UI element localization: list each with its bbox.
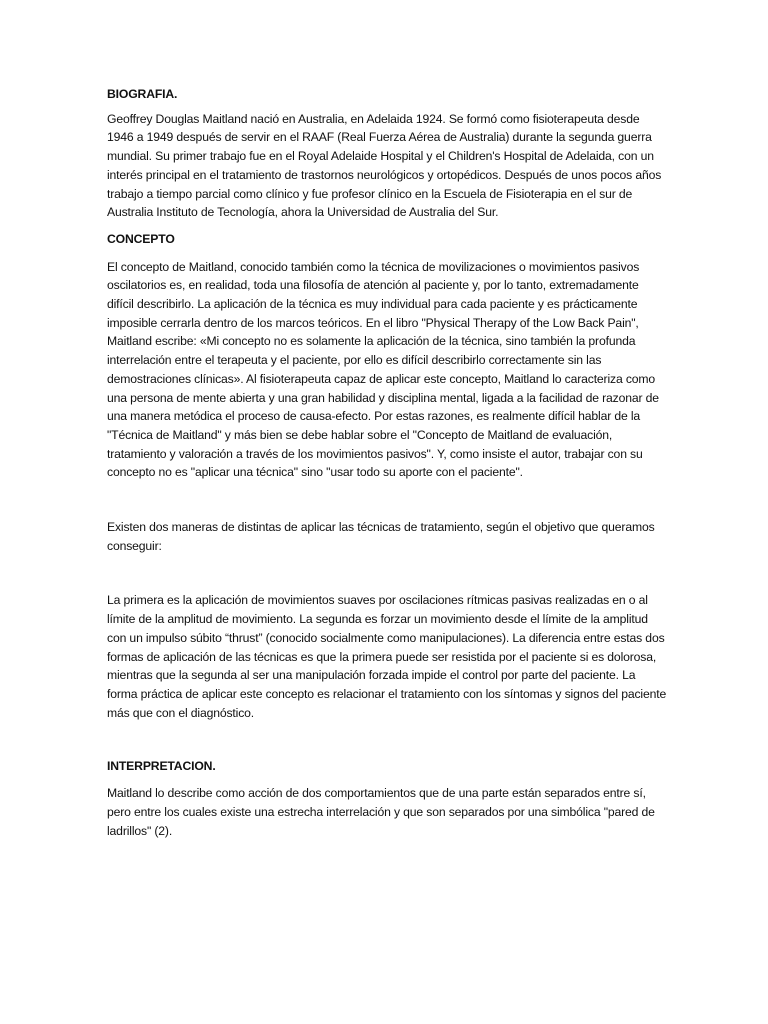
biografia-heading: BIOGRAFIA.	[107, 87, 178, 101]
document-page	[107, 85, 667, 840]
interpretacion-heading: INTERPRETACION.	[107, 759, 216, 774]
concepto-heading: CONCEPTO	[107, 231, 175, 246]
tecnicas-intro-paragraph: Existen dos maneras de distintas de aplicar las técnicas de tratamiento, según el objetivo que queramos conseguir:	[107, 520, 655, 553]
tecnicas-detail-paragraph: La primera es la aplicación de movimientos suaves por oscilaciones rítmicas pasivas realizadas en o al límite de la amplitud de movimiento. La segunda es forzar un movimiento desde el límite de la amplitud con un impulso súbito “thrust” (conocido socialmente como manipulaciones). La diferencia entre estas dos formas de aplicación de las técnicas es que la primera puede ser resistida por el paciente si es dolorosa, mientras que la segunda al ser una manipulación forzada impide el control por parte del paciente. La forma práctica de aplicar este concepto es relacionar el tratamiento con los síntomas y signos del paciente más que con el diagnóstico.	[107, 593, 667, 720]
interpretacion-paragraph: Maitland lo describe como acción de dos comportamientos que de una parte están separados entre sí, pero entre los cuales existe una estrecha interrelación y que son separados por una simbólica "pared de ladrillos" (2).	[107, 786, 655, 838]
biografia-paragraph: Geoffrey Douglas Maitland nació en Australia, en Adelaida 1924. Se formó como fisioterapeuta desde 1946 a 1949 después de servir en el RAAF (Real Fuerza Aérea de Australia) durante la segunda guerra mundial. Su primer trabajo fue en el Royal Adelaide Hospital y el Children's Hospital de Adelaida, con un interés principal en el tratamiento de trastornos neurológicos y ortopédicos. Después de unos pocos años trabajo a tiempo parcial como clínico y fue profesor clínico en la Escuela de Fisioterapia en el sur de Australia Instituto de Tecnología, ahora la Universidad de Australia del Sur.	[107, 111, 662, 220]
concepto-paragraph: El concepto de Maitland, conocido también como la técnica de movilizaciones o movimientos pasivos oscilatorios es, en realidad, toda una filosofía de atención al paciente y, por lo tanto, extremadamente difícil describirlo. La aplicación de la técnica es muy individual para cada paciente y es prácticamente imposible cerrarla dentro de los marcos teóricos. En el libro "Physical Therapy of the Low Back Pain", Maitland escribe: «Mi concepto no es solamente la aplicación de la técnica, sino también la profunda interrelación entre el terapeuta y el paciente, por ello es difícil describirlo correctamente sin las demostraciones clínicas». Al fisioterapeuta capaz de aplicar este concepto, Maitland lo caracteriza como una persona de mente abierta y una gran habilidad y disciplina mental, ligada a la facilidad de razonar de una manera metódica el proceso de causa-efecto. Por estas razones, es realmente difícil hablar de la "Técnica de Maitland" y más bien se debe hablar sobre el "Concepto de Maitland de evaluación, tratamiento y valoración a través de los movimientos pasivos". Y, como insiste el autor, trabajar con su concepto no es "aplicar una técnica" sino "usar todo su aporte con el paciente".	[107, 259, 659, 480]
